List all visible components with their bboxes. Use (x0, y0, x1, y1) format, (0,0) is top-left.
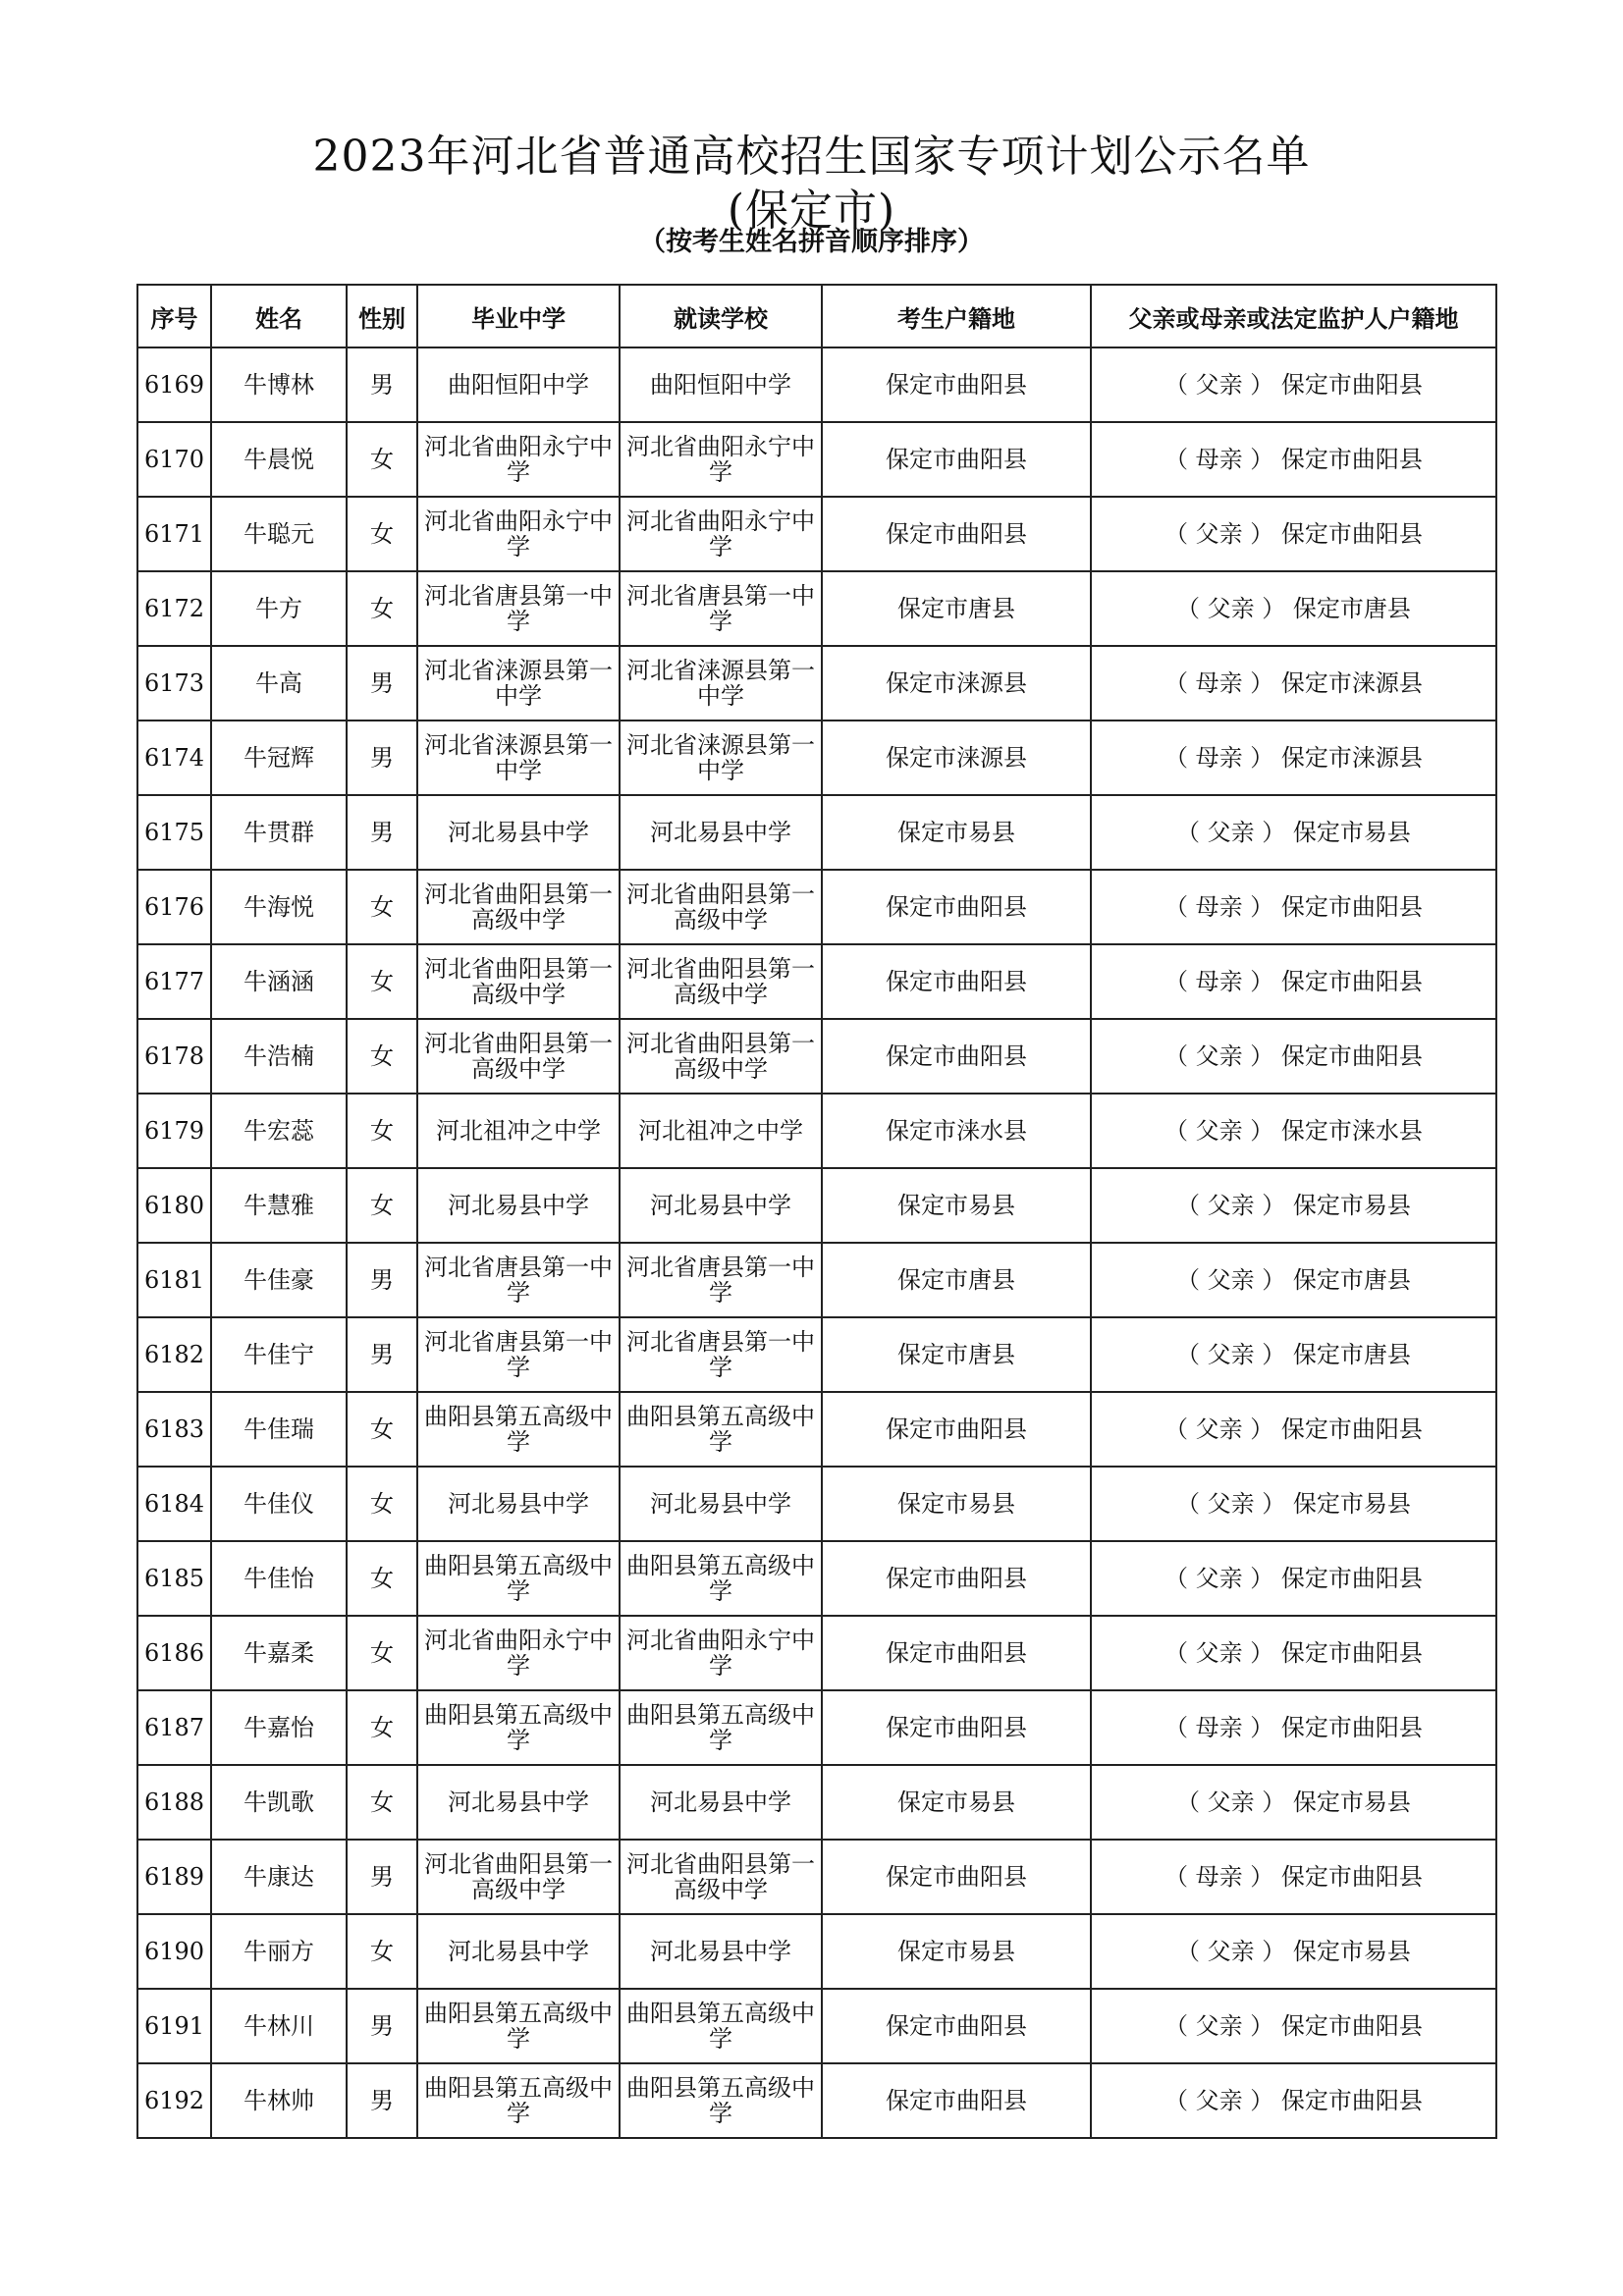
cell-name: 牛林川 (211, 1989, 347, 2063)
column-header-gender: 性别 (347, 285, 417, 347)
table-row (137, 1467, 1496, 1541)
table-row (137, 1989, 1496, 2063)
cell-grad-school: 河北省唐县第一中学 (417, 571, 620, 646)
cell-guardian: （ 父亲 ） 保定市唐县 (1091, 1243, 1496, 1317)
cell-current-school: 河北省曲阳永宁中学 (620, 497, 822, 571)
cell-residence: 保定市曲阳县 (822, 497, 1091, 571)
cell-residence: 保定市涞源县 (822, 721, 1091, 795)
cell-current-school: 河北易县中学 (620, 1765, 822, 1840)
cell-grad-school: 河北省曲阳县第一高级中学 (417, 870, 620, 944)
cell-gender: 女 (347, 497, 417, 571)
cell-guardian: （ 母亲 ） 保定市涞源县 (1091, 721, 1496, 795)
cell-current-school: 河北省曲阳县第一高级中学 (620, 944, 822, 1019)
table-row (137, 795, 1496, 870)
cell-name: 牛浩楠 (211, 1019, 347, 1094)
cell-current-school: 河北易县中学 (620, 1914, 822, 1989)
cell-name: 牛贯群 (211, 795, 347, 870)
cell-current-school: 河北省涞源县第一中学 (620, 646, 822, 721)
cell-residence: 保定市唐县 (822, 1317, 1091, 1392)
cell-current-school: 曲阳县第五高级中学 (620, 1989, 822, 2063)
cell-residence: 保定市易县 (822, 1914, 1091, 1989)
cell-gender: 男 (347, 721, 417, 795)
cell-guardian: （ 父亲 ） 保定市曲阳县 (1091, 1541, 1496, 1616)
cell-name: 牛海悦 (211, 870, 347, 944)
cell-gender: 男 (347, 1317, 417, 1392)
cell-current-school: 河北省曲阳县第一高级中学 (620, 1019, 822, 1094)
cell-name: 牛聪元 (211, 497, 347, 571)
cell-name: 牛丽方 (211, 1914, 347, 1989)
cell-seq: 6183 (137, 1392, 211, 1467)
cell-guardian: （ 父亲 ） 保定市曲阳县 (1091, 1392, 1496, 1467)
cell-name: 牛高 (211, 646, 347, 721)
table-row (137, 2063, 1496, 2138)
cell-seq: 6171 (137, 497, 211, 571)
cell-grad-school: 河北省涞源县第一中学 (417, 721, 620, 795)
cell-gender: 女 (347, 571, 417, 646)
cell-seq: 6173 (137, 646, 211, 721)
cell-guardian: （ 父亲 ） 保定市易县 (1091, 1914, 1496, 1989)
cell-name: 牛林帅 (211, 2063, 347, 2138)
cell-seq: 6170 (137, 422, 211, 497)
cell-gender: 男 (347, 795, 417, 870)
cell-name: 牛涵涵 (211, 944, 347, 1019)
cell-name: 牛佳瑞 (211, 1392, 347, 1467)
cell-seq: 6184 (137, 1467, 211, 1541)
column-header-guardian: 父亲或母亲或法定监护人户籍地 (1091, 285, 1496, 347)
cell-residence: 保定市涞源县 (822, 646, 1091, 721)
header-row (137, 285, 1496, 347)
cell-seq: 6178 (137, 1019, 211, 1094)
cell-current-school: 河北易县中学 (620, 1168, 822, 1243)
table-row (137, 1840, 1496, 1914)
cell-seq: 6190 (137, 1914, 211, 1989)
cell-seq: 6177 (137, 944, 211, 1019)
cell-seq: 6169 (137, 347, 211, 422)
cell-gender: 女 (347, 1168, 417, 1243)
cell-name: 牛凯歌 (211, 1765, 347, 1840)
table-row (137, 497, 1496, 571)
roster-table (136, 284, 1497, 2139)
cell-name: 牛宏蕊 (211, 1094, 347, 1168)
cell-name: 牛佳怡 (211, 1541, 347, 1616)
cell-residence: 保定市曲阳县 (822, 2063, 1091, 2138)
cell-current-school: 河北省涞源县第一中学 (620, 721, 822, 795)
cell-grad-school: 河北易县中学 (417, 1765, 620, 1840)
cell-name: 牛佳豪 (211, 1243, 347, 1317)
cell-grad-school: 曲阳县第五高级中学 (417, 1690, 620, 1765)
cell-residence: 保定市曲阳县 (822, 1616, 1091, 1690)
cell-gender: 女 (347, 1765, 417, 1840)
cell-current-school: 河北省唐县第一中学 (620, 1317, 822, 1392)
cell-current-school: 河北省唐县第一中学 (620, 1243, 822, 1317)
table-row (137, 1914, 1496, 1989)
cell-grad-school: 曲阳县第五高级中学 (417, 1392, 620, 1467)
cell-gender: 女 (347, 1616, 417, 1690)
cell-residence: 保定市曲阳县 (822, 347, 1091, 422)
cell-gender: 女 (347, 1094, 417, 1168)
cell-residence: 保定市唐县 (822, 571, 1091, 646)
cell-grad-school: 曲阳县第五高级中学 (417, 1989, 620, 2063)
cell-residence: 保定市易县 (822, 1168, 1091, 1243)
cell-gender: 男 (347, 646, 417, 721)
cell-name: 牛冠辉 (211, 721, 347, 795)
cell-grad-school: 曲阳县第五高级中学 (417, 2063, 620, 2138)
cell-guardian: （ 母亲 ） 保定市曲阳县 (1091, 870, 1496, 944)
cell-gender: 女 (347, 1467, 417, 1541)
cell-grad-school: 河北省曲阳县第一高级中学 (417, 1840, 620, 1914)
cell-grad-school: 河北易县中学 (417, 795, 620, 870)
cell-guardian: （ 父亲 ） 保定市曲阳县 (1091, 347, 1496, 422)
cell-residence: 保定市曲阳县 (822, 1840, 1091, 1914)
table-row (137, 944, 1496, 1019)
cell-seq: 6182 (137, 1317, 211, 1392)
table-row (137, 870, 1496, 944)
cell-name: 牛慧雅 (211, 1168, 347, 1243)
cell-guardian: （ 父亲 ） 保定市曲阳县 (1091, 1019, 1496, 1094)
cell-seq: 6191 (137, 1989, 211, 2063)
cell-gender: 女 (347, 1392, 417, 1467)
cell-guardian: （ 父亲 ） 保定市曲阳县 (1091, 1989, 1496, 2063)
table-row (137, 1690, 1496, 1765)
cell-name: 牛晨悦 (211, 422, 347, 497)
cell-name: 牛博林 (211, 347, 347, 422)
table-row (137, 721, 1496, 795)
cell-grad-school: 河北省涞源县第一中学 (417, 646, 620, 721)
cell-grad-school: 河北易县中学 (417, 1914, 620, 1989)
column-header-residence: 考生户籍地 (822, 285, 1091, 347)
cell-residence: 保定市曲阳县 (822, 1690, 1091, 1765)
roster-body (137, 347, 1496, 2138)
cell-current-school: 曲阳县第五高级中学 (620, 1392, 822, 1467)
column-header-current-school: 就读学校 (620, 285, 822, 347)
cell-current-school: 河北省唐县第一中学 (620, 571, 822, 646)
cell-seq: 6174 (137, 721, 211, 795)
table-row (137, 1392, 1496, 1467)
cell-gender: 男 (347, 1989, 417, 2063)
cell-guardian: （ 父亲 ） 保定市易县 (1091, 1168, 1496, 1243)
cell-residence: 保定市曲阳县 (822, 1989, 1091, 2063)
cell-guardian: （ 父亲 ） 保定市曲阳县 (1091, 497, 1496, 571)
cell-grad-school: 河北省曲阳永宁中学 (417, 422, 620, 497)
cell-current-school: 河北省曲阳县第一高级中学 (620, 1840, 822, 1914)
cell-grad-school: 河北省唐县第一中学 (417, 1243, 620, 1317)
cell-name: 牛康达 (211, 1840, 347, 1914)
cell-seq: 6181 (137, 1243, 211, 1317)
table-row (137, 1168, 1496, 1243)
cell-name: 牛佳仪 (211, 1467, 347, 1541)
cell-name: 牛方 (211, 571, 347, 646)
cell-guardian: （ 父亲 ） 保定市曲阳县 (1091, 1616, 1496, 1690)
cell-seq: 6179 (137, 1094, 211, 1168)
cell-grad-school: 河北易县中学 (417, 1467, 620, 1541)
table-row (137, 1765, 1496, 1840)
cell-gender: 女 (347, 1541, 417, 1616)
cell-seq: 6175 (137, 795, 211, 870)
cell-gender: 女 (347, 422, 417, 497)
cell-current-school: 曲阳县第五高级中学 (620, 2063, 822, 2138)
cell-current-school: 河北祖冲之中学 (620, 1094, 822, 1168)
cell-residence: 保定市曲阳县 (822, 1019, 1091, 1094)
table-row (137, 1317, 1496, 1392)
cell-grad-school: 河北省曲阳县第一高级中学 (417, 944, 620, 1019)
cell-guardian: （ 母亲 ） 保定市涞源县 (1091, 646, 1496, 721)
cell-gender: 女 (347, 1690, 417, 1765)
cell-gender: 男 (347, 1243, 417, 1317)
cell-gender: 女 (347, 944, 417, 1019)
cell-current-school: 河北省曲阳永宁中学 (620, 1616, 822, 1690)
page-title: 2023年河北省普通高校招生国家专项计划公示名单 (312, 132, 1311, 182)
sort-note: （按考生姓名拼音顺序排序） (639, 227, 984, 257)
table-row (137, 1616, 1496, 1690)
cell-residence: 保定市曲阳县 (822, 422, 1091, 497)
cell-guardian: （ 父亲 ） 保定市唐县 (1091, 571, 1496, 646)
cell-seq: 6180 (137, 1168, 211, 1243)
table-row (137, 646, 1496, 721)
cell-guardian: （ 母亲 ） 保定市曲阳县 (1091, 1840, 1496, 1914)
cell-seq: 6188 (137, 1765, 211, 1840)
table-row (137, 1019, 1496, 1094)
cell-seq: 6172 (137, 571, 211, 646)
cell-residence: 保定市易县 (822, 795, 1091, 870)
cell-grad-school: 河北省曲阳县第一高级中学 (417, 1019, 620, 1094)
table-row (137, 571, 1496, 646)
cell-gender: 女 (347, 1914, 417, 1989)
column-header-grad-school: 毕业中学 (417, 285, 620, 347)
cell-guardian: （ 父亲 ） 保定市易县 (1091, 1765, 1496, 1840)
cell-residence: 保定市涞水县 (822, 1094, 1091, 1168)
table-row (137, 1243, 1496, 1317)
cell-guardian: （ 父亲 ） 保定市唐县 (1091, 1317, 1496, 1392)
cell-residence: 保定市曲阳县 (822, 1541, 1091, 1616)
cell-grad-school: 河北祖冲之中学 (417, 1094, 620, 1168)
table-row (137, 347, 1496, 422)
cell-name: 牛嘉柔 (211, 1616, 347, 1690)
cell-gender: 男 (347, 1840, 417, 1914)
column-header-name: 姓名 (211, 285, 347, 347)
cell-guardian: （ 母亲 ） 保定市曲阳县 (1091, 944, 1496, 1019)
cell-gender: 女 (347, 870, 417, 944)
table-row (137, 422, 1496, 497)
table-row (137, 1094, 1496, 1168)
cell-grad-school: 河北省唐县第一中学 (417, 1317, 620, 1392)
cell-current-school: 河北省曲阳县第一高级中学 (620, 870, 822, 944)
cell-residence: 保定市曲阳县 (822, 944, 1091, 1019)
cell-grad-school: 河北省曲阳永宁中学 (417, 1616, 620, 1690)
cell-seq: 6189 (137, 1840, 211, 1914)
cell-current-school: 曲阳县第五高级中学 (620, 1541, 822, 1616)
cell-residence: 保定市唐县 (822, 1243, 1091, 1317)
column-header-seq: 序号 (137, 285, 211, 347)
cell-seq: 6187 (137, 1690, 211, 1765)
cell-residence: 保定市易县 (822, 1467, 1091, 1541)
cell-gender: 男 (347, 347, 417, 422)
cell-grad-school: 曲阳恒阳中学 (417, 347, 620, 422)
cell-current-school: 河北省曲阳永宁中学 (620, 422, 822, 497)
table-row (137, 1541, 1496, 1616)
cell-grad-school: 河北易县中学 (417, 1168, 620, 1243)
cell-current-school: 河北易县中学 (620, 1467, 822, 1541)
cell-seq: 6186 (137, 1616, 211, 1690)
cell-grad-school: 曲阳县第五高级中学 (417, 1541, 620, 1616)
cell-guardian: （ 父亲 ） 保定市曲阳县 (1091, 2063, 1496, 2138)
cell-seq: 6185 (137, 1541, 211, 1616)
cell-current-school: 曲阳恒阳中学 (620, 347, 822, 422)
cell-grad-school: 河北省曲阳永宁中学 (417, 497, 620, 571)
cell-guardian: （ 母亲 ） 保定市曲阳县 (1091, 422, 1496, 497)
cell-current-school: 曲阳县第五高级中学 (620, 1690, 822, 1765)
cell-guardian: （ 父亲 ） 保定市涞水县 (1091, 1094, 1496, 1168)
cell-guardian: （ 父亲 ） 保定市易县 (1091, 1467, 1496, 1541)
cell-gender: 男 (347, 2063, 417, 2138)
cell-seq: 6192 (137, 2063, 211, 2138)
cell-residence: 保定市曲阳县 (822, 870, 1091, 944)
cell-current-school: 河北易县中学 (620, 795, 822, 870)
cell-residence: 保定市易县 (822, 1765, 1091, 1840)
city-subtitle: (保定市) (727, 186, 896, 236)
cell-gender: 女 (347, 1019, 417, 1094)
cell-name: 牛嘉怡 (211, 1690, 347, 1765)
cell-name: 牛佳宁 (211, 1317, 347, 1392)
cell-guardian: （ 父亲 ） 保定市易县 (1091, 795, 1496, 870)
cell-seq: 6176 (137, 870, 211, 944)
cell-guardian: （ 母亲 ） 保定市曲阳县 (1091, 1690, 1496, 1765)
cell-residence: 保定市曲阳县 (822, 1392, 1091, 1467)
